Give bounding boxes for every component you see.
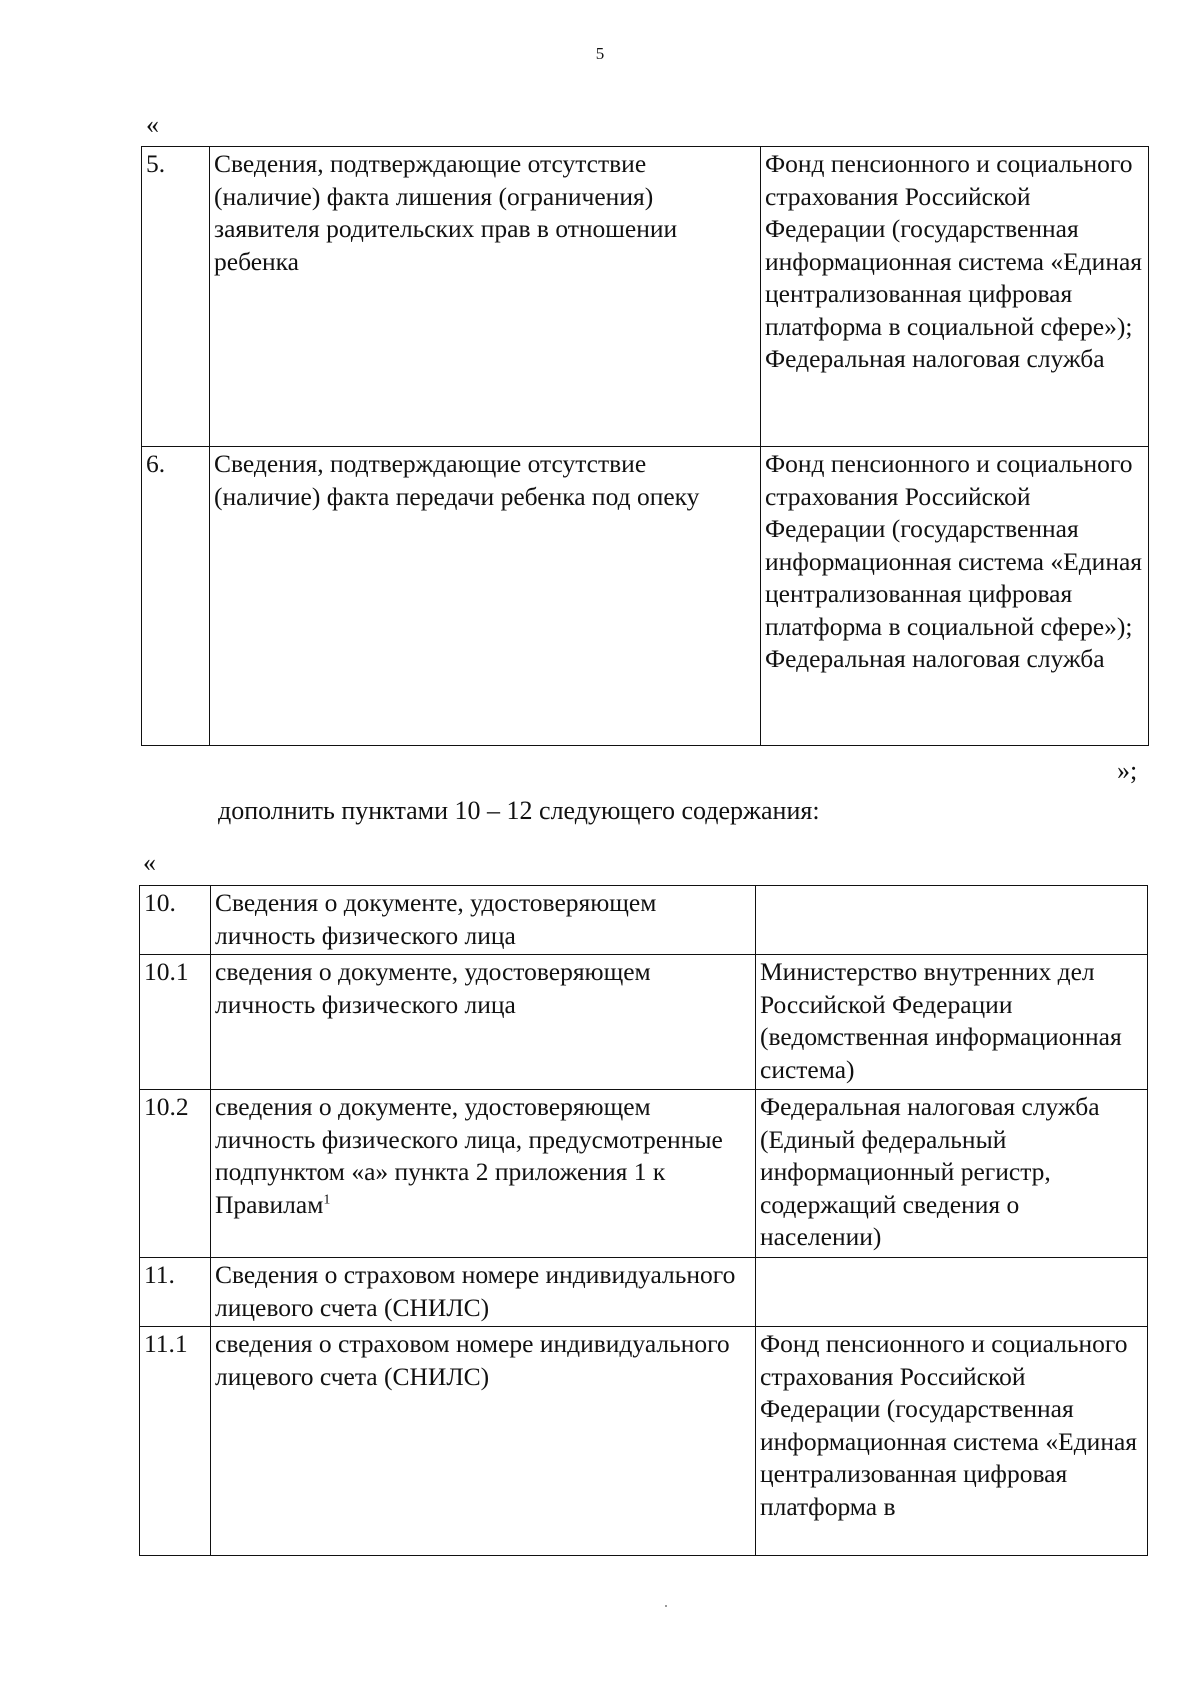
row-description: Сведения, подтверждающие отсутствие (наличие) факта лишения (ограничения) заявителя родительских прав в отношении ребенка [210,147,761,447]
table-row [140,886,1148,955]
row-number: 11.1 [140,1327,211,1556]
table-row [140,1090,1148,1258]
row-description: Сведения о страховом номере индивидуального лицевого счета (СНИЛС) [211,1258,756,1327]
row-source: Фонд пенсионного и социального страхования Российской Федерации (государственная информационная система «Единая централизованная цифровая платформа в социальной сфере»); Федеральная налоговая служба [761,447,1149,746]
row-description: сведения о документе, удостоверяющем личность физического лица [211,955,756,1090]
table-items-10-12 [139,885,1148,1556]
row-source: Федеральная налоговая служба (Единый федеральный информационный регистр, содержащий сведения о населении) [756,1090,1148,1258]
row-number: 11. [140,1258,211,1327]
row-number: 10.1 [140,955,211,1090]
close-quote: »; [1117,756,1138,785]
instruction-text: дополнить пунктами 10 – 12 следующего содержания: [218,796,820,825]
table-items-5-6 [141,146,1149,746]
row-number: 10. [140,886,211,955]
row-source: Фонд пенсионного и социального страхования Российской Федерации (государственная информационная система «Единая централизованная цифровая платформа в социальной сфере»); Федеральная налоговая служба [761,147,1149,447]
row-source [756,1258,1148,1327]
row-number: 10.2 [140,1090,211,1258]
page-number: 5 [595,44,605,63]
open-quote-2: « [143,848,156,877]
scan-artifact [665,1605,667,1607]
row-description-text: сведения о документе, удостоверяющем личность физического лица, предусмотренные подпунктом «а» пункта 2 приложения 1 к Правилам [215,1092,723,1219]
footnote-mark: 1 [323,1192,331,1207]
table-row [142,147,1149,447]
row-number: 5. [142,147,210,447]
table-row [140,955,1148,1090]
table-row [140,1258,1148,1327]
row-number: 6. [142,447,210,746]
row-description: Сведения о документе, удостоверяющем личность физического лица [211,886,756,955]
row-source: Фонд пенсионного и социального страхования Российской Федерации (государственная информационная система «Единая централизованная цифровая платформа в [756,1327,1148,1556]
row-description: Сведения, подтверждающие отсутствие (наличие) факта передачи ребенка под опеку [210,447,761,746]
row-description: сведения о страховом номере индивидуального лицевого счета (СНИЛС) [211,1327,756,1556]
table-row [142,447,1149,746]
table-row [140,1327,1148,1556]
row-source: Министерство внутренних дел Российской Федерации (ведомственная информационная система) [756,955,1148,1090]
open-quote-1: « [146,110,159,139]
row-description [211,1090,756,1258]
row-source [756,886,1148,955]
